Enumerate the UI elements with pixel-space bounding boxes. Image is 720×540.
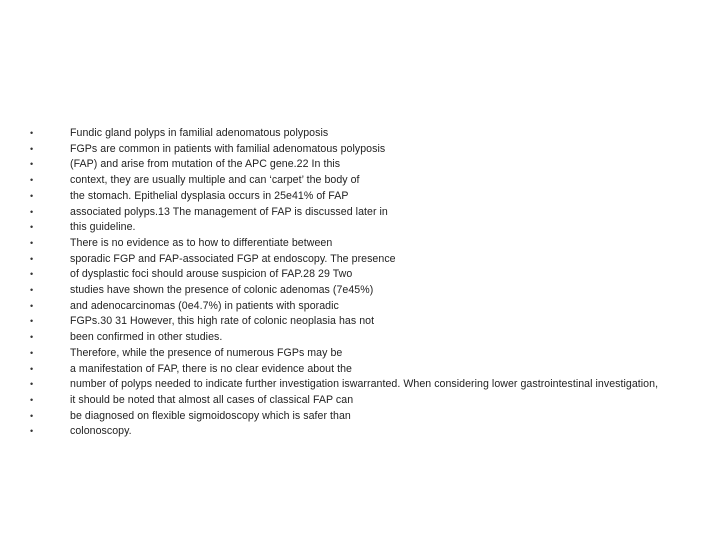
bullet-text: sporadic FGP and FAP-associated FGP at endoscopy. The presence: [70, 252, 396, 265]
bullet-dot-icon: •: [30, 332, 34, 343]
bullet-item: [30, 393, 680, 409]
bullet-item: [30, 236, 680, 252]
bullet-text: context, they are usually multiple and can ‘carpet’ the body of: [70, 174, 360, 187]
bullet-item: [30, 189, 680, 205]
bullet-text: the stomach. Epithelial dysplasia occurs in 25e41% of FAP: [70, 189, 349, 202]
bullet-text: this guideline.: [70, 221, 136, 234]
bullet-text: Fundic gland polyps in familial adenomatous polyposis: [70, 127, 329, 139]
bullet-text: and adenocarcinomas (0e4.7%) in patients with sporadic: [70, 299, 339, 312]
bullet-dot-icon: •: [30, 363, 34, 374]
bullet-item: [30, 205, 680, 221]
bullet-text: associated polyps.13 The management of FAP is discussed later in: [70, 205, 388, 218]
bullet-dot-icon: •: [30, 379, 34, 390]
bullet-item: [30, 346, 680, 362]
bullet-text: be diagnosed on flexible sigmoidoscopy which is safer than: [70, 409, 351, 422]
bullet-dot-icon: •: [30, 253, 34, 264]
bullet-dot-icon: •: [30, 143, 34, 154]
bullet-dot-icon: •: [30, 175, 34, 186]
bullet-text: of dysplastic foci should arouse suspicion of FAP.28 29 Two: [70, 268, 353, 281]
bullet-list: [30, 126, 680, 440]
bullet-item: [30, 377, 680, 393]
bullet-text: colonoscopy.: [70, 425, 132, 438]
bullet-item: [30, 409, 680, 425]
bullet-text: There is no evidence as to how to differentiate between: [70, 236, 333, 249]
bullet-item: [30, 173, 680, 189]
bullet-dot-icon: •: [30, 222, 34, 233]
bullet-dot-icon: •: [30, 269, 34, 280]
bullet-dot-icon: •: [30, 347, 34, 358]
bullet-dot-icon: •: [30, 190, 34, 201]
bullet-text: studies have shown the presence of colonic adenomas (7e45%): [70, 284, 374, 297]
bullet-text: (FAP) and arise from mutation of the APC gene.22 In this: [70, 158, 341, 171]
bullet-item: [30, 157, 680, 173]
bullet-item: [30, 362, 680, 378]
bullet-text: Therefore, while the presence of numerous FGPs may be: [70, 346, 343, 359]
bullet-dot-icon: •: [30, 285, 34, 296]
bullet-dot-icon: •: [30, 394, 34, 405]
bullet-dot-icon: •: [30, 316, 34, 327]
bullet-dot-icon: •: [30, 300, 34, 311]
bullet-item: [30, 252, 680, 268]
bullet-item: [30, 299, 680, 315]
bullet-dot-icon: •: [30, 426, 34, 437]
bullet-text: FGPs.30 31 However, this high rate of colonic neoplasia has not: [70, 315, 375, 328]
bullet-text: a manifestation of FAP, there is no clear evidence about the: [70, 362, 352, 375]
bullet-item: [30, 283, 680, 299]
bullet-item: [30, 330, 680, 346]
bullet-text: it should be noted that almost all cases of classical FAP can: [70, 393, 354, 406]
bullet-item: [30, 220, 680, 236]
bullet-dot-icon: •: [30, 410, 34, 421]
bullet-item: [30, 142, 680, 158]
bullet-dot-icon: •: [30, 237, 34, 248]
bullet-dot-icon: •: [30, 128, 34, 138]
bullet-item: [30, 267, 680, 283]
bullet-text: been confirmed in other studies.: [70, 331, 223, 344]
bullet-text: number of polyps needed to indicate further investigation iswarranted. When considering lower gastrointestinal investigation,: [70, 378, 659, 391]
bullet-dot-icon: •: [30, 159, 34, 170]
bullet-dot-icon: •: [30, 206, 34, 217]
bullet-item: [30, 424, 680, 440]
bullet-item: [30, 314, 680, 330]
bullet-text: FGPs are common in patients with familial adenomatous polyposis: [70, 142, 386, 155]
bullet-item: [30, 126, 680, 142]
